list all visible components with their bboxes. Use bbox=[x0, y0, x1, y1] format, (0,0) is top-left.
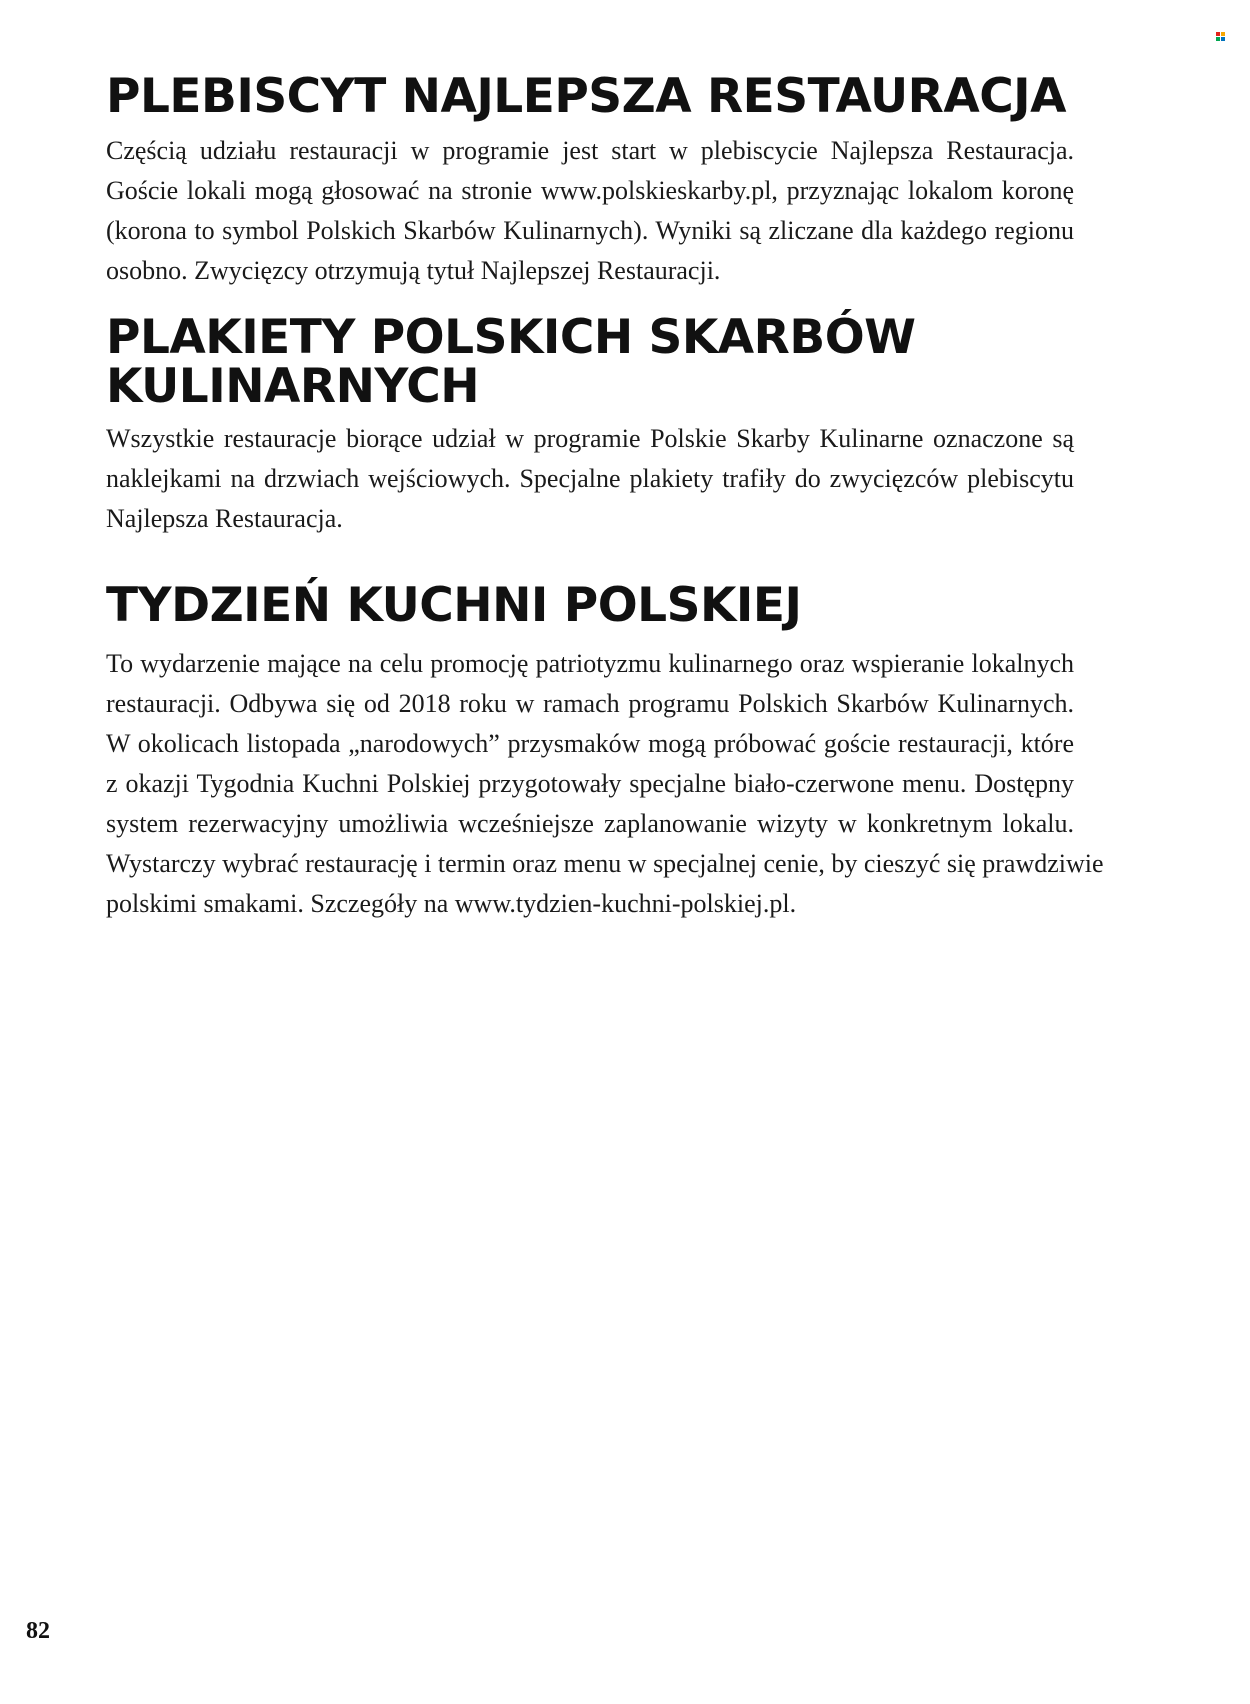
section-paragraph-plebiscyt bbox=[106, 131, 1074, 291]
paragraph-line: system rezerwacyjny umożliwia wcześniejsze zaplanowanie wizyty w konkretnym lokalu. bbox=[106, 809, 1074, 838]
section-heading-plebiscyt: PLEBISCYT NAJLEPSZA RESTAURACJA bbox=[106, 69, 1067, 124]
paragraph-line: naklejkami na drzwiach wejściowych. Specjalne plakiety trafiły do zwycięzców plebiscytu bbox=[106, 464, 1074, 493]
mark-green bbox=[1216, 37, 1220, 41]
paragraph-line: Częścią udziału restauracji w programie jest start w plebiscycie Najlepsza Restauracja. bbox=[106, 136, 1074, 165]
mark-red bbox=[1216, 32, 1220, 36]
color-registration-mark bbox=[1216, 32, 1226, 42]
paragraph-line: Goście lokali mogą głosować na stronie www.polskieskarby.pl, przyznając lokalom koronę bbox=[106, 176, 1074, 205]
heading-line: KULINARNYCH bbox=[106, 359, 480, 414]
paragraph-line: (korona to symbol Polskich Skarbów Kulinarnych). Wyniki są zliczane dla każdego regionu bbox=[106, 216, 1074, 245]
paragraph-line: osobno. Zwycięzcy otrzymują tytuł Najlepszej Restauracji. bbox=[106, 256, 721, 285]
paragraph-line: z okazji Tygodnia Kuchni Polskiej przygotowały specjalne biało-czerwone menu. Dostępny bbox=[106, 769, 1074, 798]
mark-yellow bbox=[1221, 32, 1225, 36]
paragraph-line: Wystarczy wybrać restaurację i termin oraz menu w specjalnej cenie, by cieszyć się prawdziwie bbox=[106, 849, 1104, 878]
section-heading-tydzien: TYDZIEŃ KUCHNI POLSKIEJ bbox=[106, 578, 802, 633]
mark-blue bbox=[1221, 37, 1225, 41]
paragraph-line: To wydarzenie mające na celu promocję patriotyzmu kulinarnego oraz wspieranie lokalnych bbox=[106, 649, 1074, 678]
paragraph-line: Najlepsza Restauracja. bbox=[106, 504, 343, 533]
page-content bbox=[106, 69, 1104, 924]
paragraph-line: restauracji. Odbywa się od 2018 roku w ramach programu Polskich Skarbów Kulinarnych. bbox=[106, 689, 1074, 718]
page-number: 82 bbox=[26, 1618, 50, 1644]
section-paragraph-tydzien bbox=[106, 644, 1104, 924]
heading-line: PLAKIETY POLSKICH SKARBÓW bbox=[106, 310, 916, 365]
section-paragraph-plakiety bbox=[106, 419, 1074, 539]
paragraph-line: polskimi smakami. Szczegóły na www.tydzien-kuchni-polskiej.pl. bbox=[106, 889, 797, 918]
section-heading-plakiety bbox=[106, 310, 1074, 414]
paragraph-line: W okolicach listopada „narodowych” przysmaków mogą próbować goście restauracji, które bbox=[106, 729, 1074, 758]
paragraph-line: Wszystkie restauracje biorące udział w programie Polskie Skarby Kulinarne oznaczone są bbox=[106, 424, 1074, 453]
